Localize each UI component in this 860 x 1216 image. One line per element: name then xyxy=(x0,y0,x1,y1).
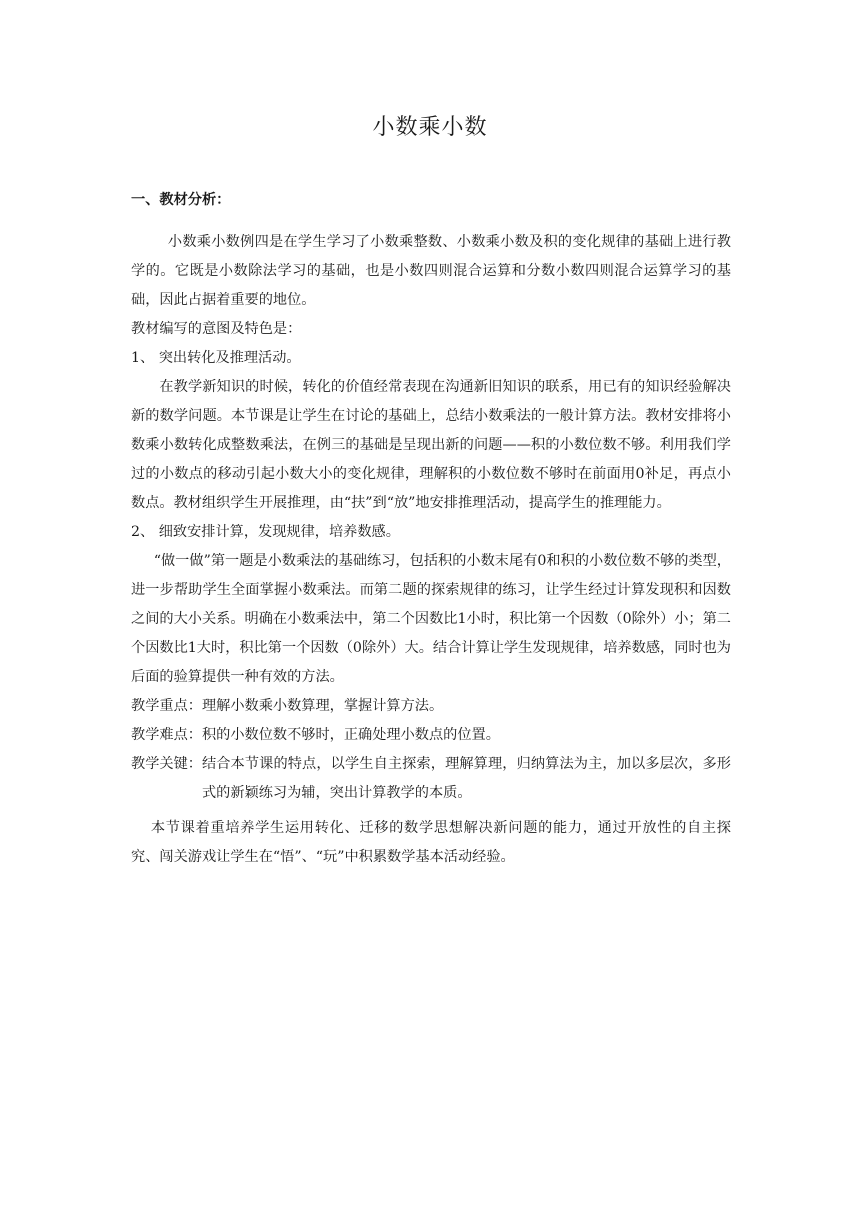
document-title: 小数乘小数 xyxy=(372,115,488,140)
point-2-body: “做一做”第一题是小数乘法的基础练习，包括积的小数末尾有0和积的小数位数不够的类型，进一步帮助学生全面掌握小数乘法。而第二题的探索规律的练习，让学生经过计算发现积和因数之间的大小关系。明确在小数乘法中，第二个因数比1小时，积比第一个因数（0除外）小；第二个因数比1大时，积比第一个因数（0除外）大。结合计算让学生发现规律，培养数感，同时也为后面的验算提供一种有效的方法。 xyxy=(131,553,731,685)
document-body xyxy=(131,186,731,872)
point-1-title: 1、 突出转化及推理活动。 xyxy=(131,350,301,366)
intro-paragraph: 小数乘小数例四是在学生学习了小数乘整数、小数乘小数及积的变化规律的基础上进行教学的。它既是小数除法学习的基础，也是小数四则混合运算和分数小数四则混合运算学习的基础，因此占据着重要的地位。 xyxy=(131,234,731,308)
teaching-difficulty xyxy=(131,721,731,750)
point-1-body: 在教学新知识的时候，转化的价值经常表现在沟通新旧知识的联系，用已有的知识经验解决新的数学问题。本节课是让学生在讨论的基础上，总结小数乘法的一般计算方法。教材安排将小数乘小数转化成整数乘法，在例三的基础是呈现出新的问题——积的小数位数不够。利用我们学过的小数点的移动引起小数大小的变化规律，理解积的小数位数不够时在前面用0补足，再点小数点。教材组织学生开展推理，由“扶”到“放”地安排推理活动，提高学生的推理能力。 xyxy=(131,379,731,511)
teaching-difficulty-label: 教学难点： xyxy=(131,727,202,743)
point-2-title: 2、 细致安排计算，发现规律，培养数感。 xyxy=(131,524,400,540)
teaching-focus xyxy=(131,692,731,721)
section-heading: 一、教材分析： xyxy=(131,192,231,208)
features-lead: 教材编写的意图及特色是： xyxy=(131,321,302,337)
teaching-key xyxy=(131,750,731,808)
teaching-focus-text: 理解小数乘小数算理，掌握计算方法。 xyxy=(201,698,444,714)
teaching-key-text: 结合本节课的特点，以学生自主探索，理解算理，归纳算法为主，加以多层次，多形式的新颖练习为辅，突出计算教学的本质。 xyxy=(201,756,731,801)
teaching-focus-label: 教学重点： xyxy=(131,698,202,714)
teaching-difficulty-text: 积的小数位数不够时，正确处理小数点的位置。 xyxy=(201,727,500,743)
summary-paragraph: 本节课着重培养学生运用转化、迁移的数学思想解决新问题的能力，通过开放性的自主探究、闯关游戏让学生在“悟”、“玩”中积累数学基本活动经验。 xyxy=(131,820,731,865)
teaching-key-label: 教学关键： xyxy=(131,756,202,772)
